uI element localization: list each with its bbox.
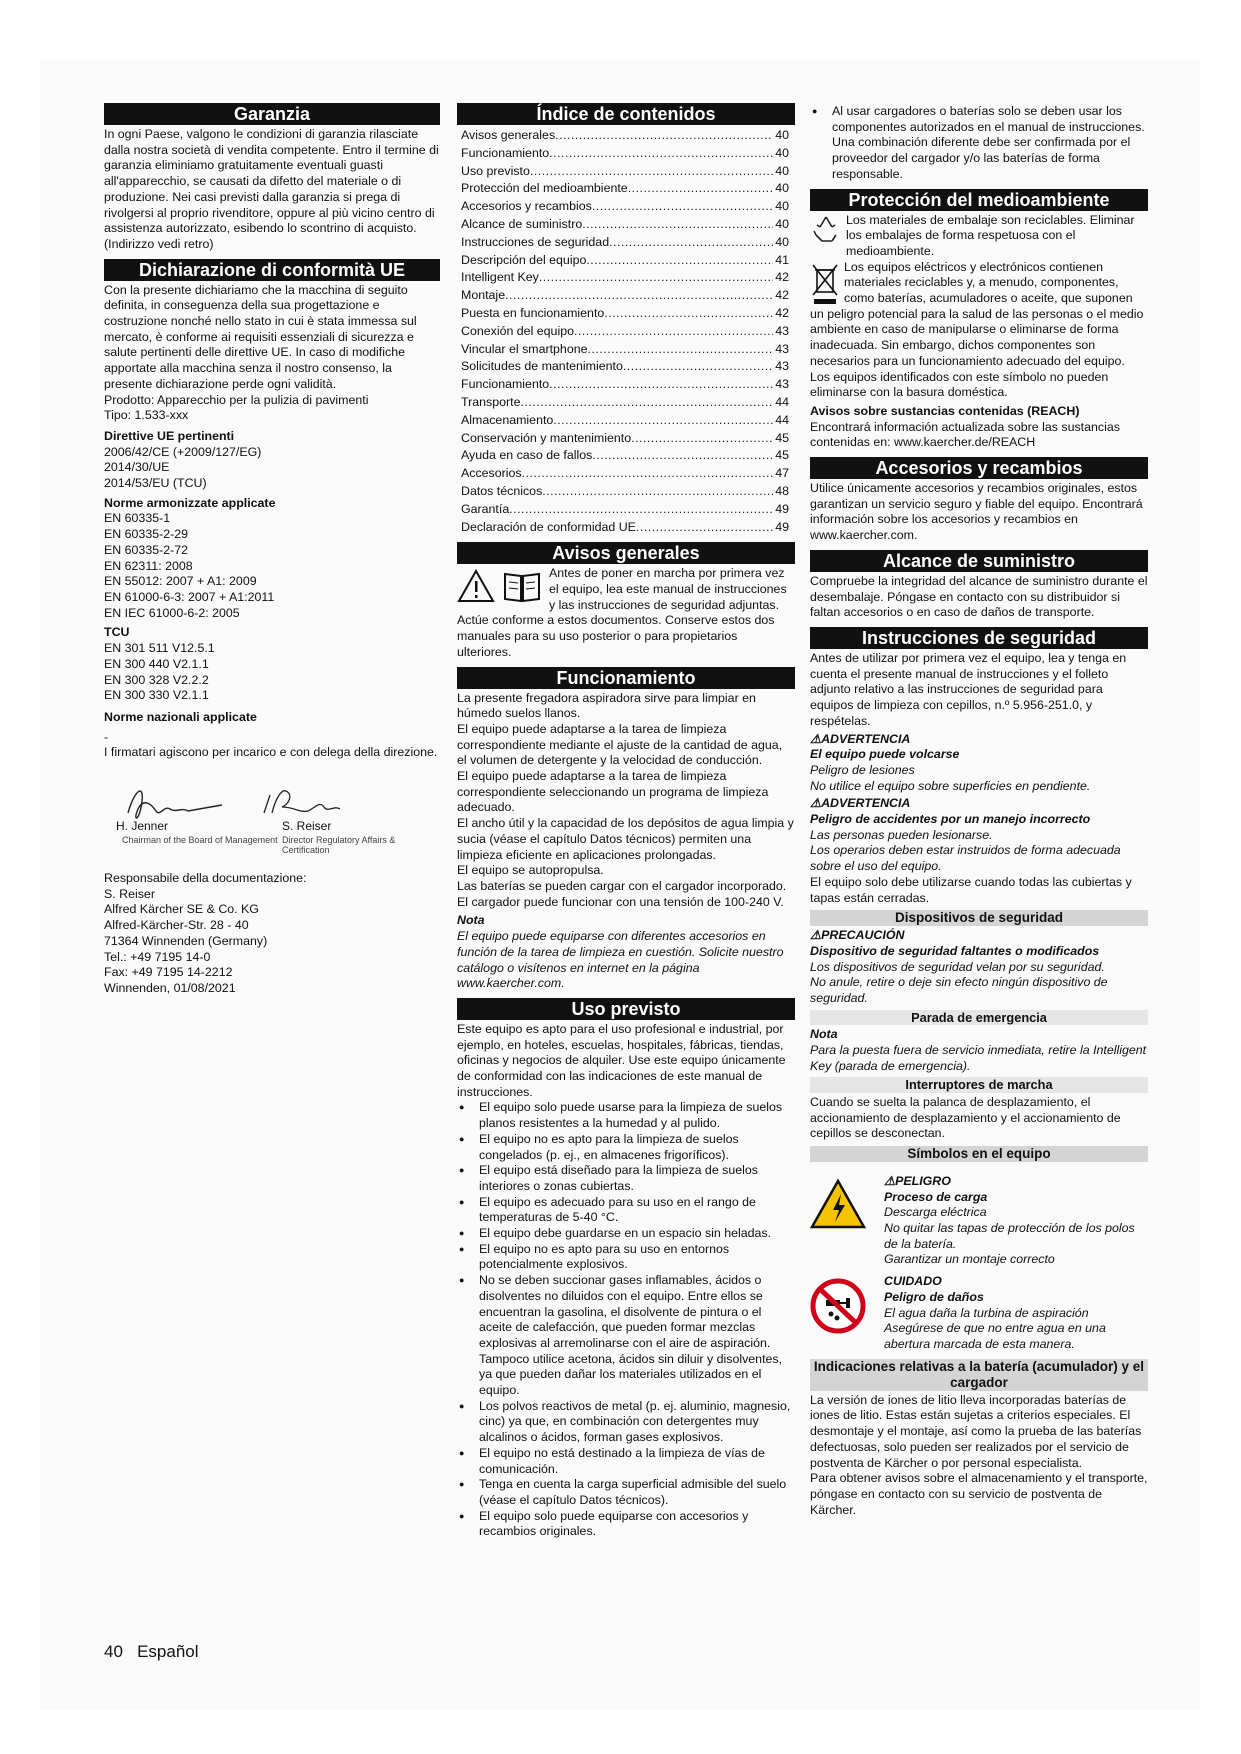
toc-leader [553, 412, 773, 430]
norme-item: EN 60335-2-72 [104, 542, 189, 557]
subheading-simbolos: Símbolos en el equipo [810, 1146, 1148, 1162]
list-item: ● Tenga en cuenta la carga superficial admisible del suelo (véase el capítulo Datos técnicos). [479, 1477, 795, 1508]
toc-title: Funcionamiento [461, 377, 550, 392]
toc-title: Uso previsto [461, 163, 530, 178]
toc-title: Instrucciones de seguridad [461, 234, 610, 249]
heading-medioambiente: Protección del medioambiente [810, 189, 1148, 211]
toc-page: 41 [775, 252, 789, 267]
toc-page: 40 [775, 216, 789, 231]
bat-p2: Para obtener avisos sobre el almacenamiento y el transporte, póngase en contacto con su servicio de postventa de Kärcher. [810, 1471, 1148, 1517]
page-number: 40 [104, 1642, 123, 1661]
toc-leader [505, 287, 773, 305]
toc-row[interactable] [461, 430, 789, 448]
resp-line: Alfred-Kärcher-Str. 28 - 40 [104, 918, 249, 933]
conformita-text: Con la presente dichiariamo che la macchina di seguito definita, in conseguenza della sua progettazione e costruzione nonché nello stato in cui è stata immessa sul mercato, è conforme ai requisiti essenziali di sicurezza e salute pertinenti delle direttive UE. In caso di modifiche apportate alla macchina senza il nostro consenso, la presente dichiarazione perde ogni validità. [104, 282, 417, 391]
toc-page: 49 [775, 501, 789, 516]
toc-leader [509, 501, 773, 519]
norme-title: Norme armonizzate applicate [104, 495, 276, 510]
cui-title: Peligro de daños [884, 1289, 984, 1304]
heading-funcionamiento: Funcionamiento [457, 667, 795, 689]
tcu-list [104, 641, 440, 704]
column-middle [457, 103, 795, 1540]
toc-page: 48 [775, 483, 789, 498]
toc-row[interactable] [461, 519, 789, 537]
responsabile-block [104, 871, 440, 997]
subheading-dispositivos: Dispositivos de seguridad [810, 910, 1148, 926]
toc-page: 42 [775, 270, 789, 285]
toc-title: Montaje [461, 288, 506, 303]
toc-row[interactable] [461, 483, 789, 501]
toc-leader [520, 394, 773, 412]
func-p5: El equipo se autopropulsa. [457, 863, 604, 878]
toc-page: 40 [775, 199, 789, 214]
signature-role-2: Director Regulatory Affairs & Certification [282, 835, 396, 856]
toc-page: 43 [775, 341, 789, 356]
signature-role-1: Chairman of the Board of Management [122, 835, 278, 846]
adv2-title: Peligro de accidentes por un manejo incorrecto [810, 812, 1091, 827]
norme-item: EN IEC 61000-6-2: 2005 [104, 605, 240, 620]
inter-text: Cuando se suelta la palanca de desplazamiento, el accionamiento de desplazamiento y el accionamiento de cepillos se desconectan. [810, 1094, 1121, 1141]
bat-p1: La versión de iones de litio lleva incorporadas baterías de iones de litio. Estas están sujetas a criterios especiales. El desmontaje y el montaje, así como la prueba de las baterías defectuosas, solo pueden ser realizados por el servicio de postventa de Kärcher o por personal especialista. [810, 1392, 1142, 1470]
toc-title: Avisos generales [461, 128, 556, 142]
toc-leader [542, 483, 773, 501]
toc-row[interactable] [461, 198, 789, 216]
heading-accesorios: Accesorios y recambios [810, 457, 1148, 479]
func-p6: Las baterías se pueden cargar con el cargador incorporado. El cargador puede funcionar con una tensión de 100-240 V. [457, 878, 787, 909]
norme-list [104, 511, 440, 621]
no-water-icon [810, 1278, 866, 1334]
adv1-l1: Peligro de lesiones [810, 762, 915, 777]
toc-page: 45 [775, 430, 789, 445]
heading-conformita: Dichiarazione di conformità UE [104, 259, 440, 281]
toc-leader [586, 252, 773, 270]
list-item: ● El equipo es adecuado para su uso en el rango de temperaturas de 5-40 °C. [479, 1195, 795, 1226]
page-footer [104, 1642, 199, 1662]
toc-row[interactable] [461, 216, 789, 234]
heading-avisos: Avisos generales [457, 542, 795, 564]
toc-row[interactable] [461, 447, 789, 465]
tcu-item: EN 300 440 V2.1.1 [104, 656, 209, 671]
toc-title: Declaración de conformidad UE [461, 519, 636, 534]
reach-text: Encontrará información actualizada sobre las sustancias contenidas en: www.kaercher.de/REACH [810, 419, 1120, 450]
column-left [104, 103, 440, 997]
func-p1: La presente fregadora aspiradora sirve para limpiar en húmedo suelos llanos. [457, 690, 756, 721]
list-item: ● Los polvos reactivos de metal (p. ej. aluminio, magnesio, cinc) ya que, en combinación con detergentes muy alcalinos o ácidos, forman gases explosivos. [479, 1399, 795, 1446]
toc-page: 49 [775, 519, 789, 534]
adv1-title: El equipo puede volcarse [810, 747, 960, 762]
norme-item: EN 61000-6-3: 2007 + A1:2011 [104, 589, 275, 604]
toc-leader [592, 198, 773, 216]
tcu-item: EN 300 330 V2.1.1 [104, 688, 209, 703]
resp-line: Tel.: +49 7195 14-0 [104, 949, 211, 964]
prodotto: Prodotto: Apparecchio per la pulizia di pavimenti [104, 392, 369, 407]
avisos-icons [457, 568, 543, 604]
alc-text: Compruebe la integridad del alcance de suministro durante el desembalaje. Póngase en contacto con su distribuidor si faltan accesorios o en caso de daños de transporte. [810, 573, 1148, 620]
nazionali-dash: - [104, 729, 109, 744]
list-item: ● El equipo está diseñado para la limpieza de suelos interiores o zonas cubiertas. [479, 1163, 795, 1194]
tipo: Tipo: 1.533-xxx [104, 408, 189, 423]
signature-name-1: H. Jenner [116, 819, 169, 834]
avisos-block [457, 566, 795, 660]
toc-title: Ayuda en caso de fallos [461, 448, 593, 463]
cuidado-text [876, 1274, 1148, 1353]
toc-row[interactable] [461, 358, 789, 376]
toc-leader [549, 145, 773, 163]
pel-l1: Descarga eléctrica [884, 1205, 987, 1220]
toc-row[interactable] [461, 269, 789, 287]
toc-leader [539, 269, 773, 287]
toc-page: 40 [775, 234, 789, 249]
toc-row[interactable] [461, 412, 789, 430]
top-list [810, 104, 1148, 183]
toc-title: Descripción del equipo [461, 252, 587, 267]
norme-item: EN 55012: 2007 + A1: 2009 [104, 574, 257, 589]
toc-title: Accesorios y recambios [461, 199, 592, 214]
medioambiente-block [810, 213, 1148, 401]
signature-name-2: S. Reiser [282, 819, 332, 834]
med-p2: Los equipos eléctricos y electrónicos contienen materiales reciclables y, a menudo, componentes, como baterías, acumuladores o aceite, que suponen un peligro potencial para la salud de las personas o el medio ambiente en caso de manipularse o eliminarse de forma inadecuada. Sin embargo, dichos componentes son necesarios para un funcionamiento adecuado del equipo. Los equipos identificados con este símbolo no pueden eliminarse con la basura doméstica. [810, 259, 1144, 400]
heading-seguridad: Instrucciones de seguridad [810, 627, 1148, 649]
uso-text: Este equipo es apto para el uso profesional e industrial, por ejemplo, en hoteles, escuelas, hospitales, fábricas, tiendas, oficinas y negocios de alquiler. Use este equipo únicamente de conformidad con las indicaciones de este manual de instrucciones. [457, 1021, 786, 1099]
toc-title: Protección del medioambiente [461, 181, 628, 196]
toc-row[interactable] [461, 305, 789, 323]
list-item: ● El equipo solo puede equiparse con accesorios y recambios originales. [479, 1509, 795, 1540]
avisos-text: Antes de poner en marcha por primera vez el equipo, lea este manual de instrucciones y las instrucciones de seguridad adjuntas. Actúe conforme a estos documentos. Conserve estos dos manuales para su uso posterior o para propietarios ulteriores. [457, 566, 787, 659]
toc-leader [588, 341, 774, 359]
toc-leader [574, 323, 773, 341]
tcu-item: EN 300 328 V2.2.2 [104, 672, 209, 687]
list-item: ● El equipo no está destinado a la limpieza de vías de comunicación. [479, 1446, 795, 1477]
func-p4: El ancho útil y la capacidad de los depósitos de agua limpia y sucia (véase el capítulo Datos técnicos) permiten una limpieza eficiente en aplicaciones prolongadas. [457, 816, 794, 862]
heading-alcance: Alcance de suministro [810, 550, 1148, 572]
toc-leader [623, 358, 773, 376]
toc-page: 42 [775, 305, 789, 320]
recycle-icon [810, 213, 842, 245]
symbol-peligro [810, 1174, 1148, 1268]
toc-page: 40 [775, 145, 789, 160]
norme-item: EN 62311: 2008 [104, 558, 193, 573]
toc-row[interactable] [461, 376, 789, 394]
list-item: ● El equipo solo puede usarse para la limpieza de suelos planos resistentes a la humedad y al pulido. [479, 1100, 795, 1131]
toc-title: Funcionamiento [461, 145, 550, 160]
adv2-l1: Las personas pueden lesionarse. [810, 827, 993, 842]
list-item: ● El equipo no es apto para su uso en entornos potencialmente explosivos. [479, 1242, 795, 1273]
pel-label: ⚠PELIGRO [884, 1173, 951, 1188]
resp-line: 71364 Winnenden (Germany) [104, 933, 268, 948]
pel-title: Proceso de carga [884, 1189, 988, 1204]
seg-text: Antes de utilizar por primera vez el equipo, lea y tenga en cuenta el presente manual de instrucciones y el folleto adjunto relativo a las instrucciones de seguridad para equipos de limpieza con cepillos, n.º 5.956-251.0, y respételas. [810, 650, 1127, 728]
toc-page: 44 [775, 394, 789, 409]
toc-page: 40 [775, 128, 789, 142]
toc-title: Almacenamiento [461, 412, 554, 427]
norme-item: EN 60335-1 [104, 511, 171, 526]
cui-label: CUIDADO [884, 1274, 942, 1289]
toc-page: 43 [775, 359, 789, 374]
weee-bin-icon [810, 262, 840, 306]
heading-uso: Uso previsto [457, 998, 795, 1020]
toc-title: Transporte [461, 394, 521, 409]
electric-hazard-icon [810, 1178, 866, 1230]
tcu-title: TCU [104, 625, 130, 640]
toc-row[interactable] [461, 501, 789, 519]
reach-title: Avisos sobre sustancias contenidas (REACH) [810, 403, 1080, 418]
list-item: ● Al usar cargadores o baterías solo se deben usar los componentes autorizados en el manual de instrucciones. Una combinación diferente debe ser confirmada por el proveedor del cargador y/o las baterías de forma responsable. [832, 104, 1148, 183]
toc-page: 43 [775, 323, 789, 338]
toc-title: Conservación y mantenimiento [461, 430, 632, 445]
toc-row[interactable] [461, 394, 789, 412]
list-item: ● El equipo no es apto para la limpieza de suelos congelados (p. ej., en almacenes frigoríficos). [479, 1132, 795, 1163]
nazionali-title: Norme nazionali applicate [104, 709, 257, 724]
toc-title: Accesorios [461, 466, 522, 481]
toc-page: 44 [775, 412, 789, 427]
toc-title: Vincular el smartphone [461, 341, 588, 356]
toc-row[interactable] [461, 323, 789, 341]
heading-indice: Índice de contenidos [457, 103, 795, 125]
direttive-title: Direttive UE pertinenti [104, 428, 235, 443]
pel-l3: Garantizar un montaje correcto [884, 1252, 1055, 1267]
column-right [810, 104, 1148, 1518]
toc-title: Puesta en funcionamiento [461, 305, 605, 320]
resp-line: S. Reiser [104, 886, 155, 901]
subheading-parada: Parada de emergencia [810, 1010, 1148, 1026]
toc-leader [604, 305, 773, 323]
med-p1: Los materiales de embalaje son reciclables. Eliminar los embalajes de forma respetuosa con el medioambiente. [846, 212, 1135, 258]
toc-row[interactable] [461, 180, 789, 198]
toc-leader [522, 465, 774, 483]
warning-triangle-icon [457, 568, 495, 604]
direttive-list [104, 445, 440, 492]
toc-row[interactable] [461, 163, 789, 181]
adv2-label: ⚠ADVERTENCIA [810, 796, 911, 811]
toc-row[interactable] [461, 127, 789, 145]
resp-line: Winnenden, 01/08/2021 [104, 980, 236, 995]
toc-row[interactable] [461, 234, 789, 252]
toc-title: Alcance de suministro [461, 216, 583, 231]
toc-page: 40 [775, 163, 789, 178]
direttive-item: 2014/30/UE [104, 460, 170, 475]
toc-title: Datos técnicos [461, 483, 543, 498]
toc-leader [592, 447, 773, 465]
toc-row[interactable] [461, 341, 789, 359]
prec-l1: Los dispositivos de seguridad velan por su seguridad. [810, 959, 1105, 974]
toc-title: Garantía [461, 501, 510, 516]
garanzia-address: (Indirizzo vedi retro) [104, 236, 214, 251]
subheading-bateria: Indicaciones relativas a la batería (acumulador) y el cargador [810, 1359, 1148, 1391]
cui-l2: Asegúrese de que no entre agua en una abertura marcada de esta manera. [884, 1321, 1106, 1351]
toc-leader [530, 163, 773, 181]
pel-l2: No quitar las tapas de protección de los polos de la batería. [884, 1221, 1135, 1251]
toc-page: 40 [775, 181, 789, 196]
adv2-l2: Los operarios deben estar instruidos de forma adecuada sobre el uso del equipo. [810, 843, 1121, 874]
list-item: ● El equipo debe guardarse en un espacio sin heladas. [479, 1226, 795, 1242]
toc-leader [555, 127, 773, 145]
func-p2: El equipo puede adaptarse a la tarea de limpieza correspondiente mediante el ajuste de la cantidad de agua, el volumen de detergente y la velocidad de conducción. [457, 721, 783, 768]
parada-nota: Nota [810, 1027, 838, 1042]
page-language: Español [137, 1642, 199, 1661]
toc-leader [631, 430, 773, 448]
adv1-l2: No utilice el equipo sobre superficies en pendiente. [810, 778, 1091, 793]
nota-text: El equipo puede equiparse con diferentes accesorios en función de la tarea de limpieza en cuestión. Solicite nuestro catálogo o visítenos en internet en la página www.kaercher.com. [457, 929, 784, 991]
toc-leader [549, 376, 773, 394]
tcu-item: EN 301 511 V12.5.1 [104, 641, 215, 656]
toc-row[interactable] [461, 287, 789, 305]
peligro-text [876, 1174, 1148, 1268]
adv1-label: ⚠ADVERTENCIA [810, 731, 911, 746]
toc-row[interactable] [461, 145, 789, 163]
toc-title: Conexión del equipo [461, 323, 574, 338]
signature-block [104, 761, 440, 871]
list-item: ● No se deben succionar gases inflamables, ácidos o disolventes no diluidos con el equipo. Entre ellos se encuentran la gasolina, el disolvente de pintura o el aceite de calefacción, que pueden formar mezclas explosivas al arremolinarse con el aire de aspiración. Tampoco utilice acetona, ácidos sin diluir y disolventes, ya que pueden dañar los materiales utilizados en el equipo. [479, 1273, 795, 1399]
toc-leader [609, 234, 773, 252]
heading-garanzia: Garanzia [104, 103, 440, 125]
prec-title: Dispositivo de seguridad faltantes o modificados [810, 943, 1100, 958]
toc-row[interactable] [461, 252, 789, 270]
toc-leader [582, 216, 773, 234]
garanzia-text: In ogni Paese, valgono le condizioni di garanzia rilasciate dalla nostra società di vendita competente. Entro il termine di garanzia eliminiamo gratuitamente eventuali guasti all'apparecchio, se causati da difetto del materiale o di produzione. Nei casi previsti dalla garanzia si prega di rivolgersi al proprio rivenditore, oppure al più vicino centro di assistenza autorizzato, esibendo lo scontrino di acquisto. [104, 127, 439, 236]
toc-title: Intelligent Key [461, 270, 539, 285]
func-p3: El equipo puede adaptarse a la tarea de limpieza correspondiente seleccionando un programa de limpieza adecuado. [457, 769, 769, 815]
manual-book-icon [501, 568, 543, 604]
symbol-cuidado [810, 1274, 1148, 1353]
subheading-interruptores: Interruptores de marcha [810, 1077, 1148, 1093]
direttive-item: 2014/53/EU (TCU) [104, 476, 207, 491]
cui-l1: El agua daña la turbina de aspiración [884, 1305, 1089, 1320]
toc-page: 42 [775, 288, 789, 303]
prec-l2: No anule, retire o deje sin efecto ningún dispositivo de seguridad. [810, 975, 1108, 1006]
toc-page: 43 [775, 377, 789, 392]
adv2-text: El equipo solo debe utilizarse cuando todas las cubiertas y tapas están cerradas. [810, 874, 1132, 905]
uso-list [457, 1100, 795, 1540]
resp-line: Responsabile della documentazione: [104, 871, 307, 886]
resp-line: Fax: +49 7195 14-2212 [104, 965, 233, 980]
direttive-item: 2006/42/CE (+2009/127/EG) [104, 444, 262, 459]
toc-leader [628, 180, 774, 198]
toc-leader [636, 519, 773, 537]
toc-page: 47 [775, 466, 789, 481]
toc-title: Solicitudes de mantenimiento [461, 359, 623, 374]
resp-line: Alfred Kärcher SE & Co. KG [104, 902, 259, 917]
parada-text: Para la puesta fuera de servicio inmediata, retire la Intelligent Key (parada de emergencia). [810, 1042, 1147, 1073]
firmatari-text: I firmatari agiscono per incarico e con delega della direzione. [104, 745, 438, 760]
prec-label: ⚠PRECAUCIÓN [810, 928, 905, 943]
toc-row[interactable] [461, 465, 789, 483]
acc-text: Utilice únicamente accesorios y recambios originales, estos garantizan un servicio seguro y fiable del equipo. Encontrará información sobre los accesorios y recambios en www.kaercher.com. [810, 481, 1143, 543]
toc-list [457, 127, 795, 536]
nota-title: Nota [457, 913, 485, 928]
norme-item: EN 60335-2-29 [104, 527, 189, 542]
toc-page: 45 [775, 448, 789, 463]
